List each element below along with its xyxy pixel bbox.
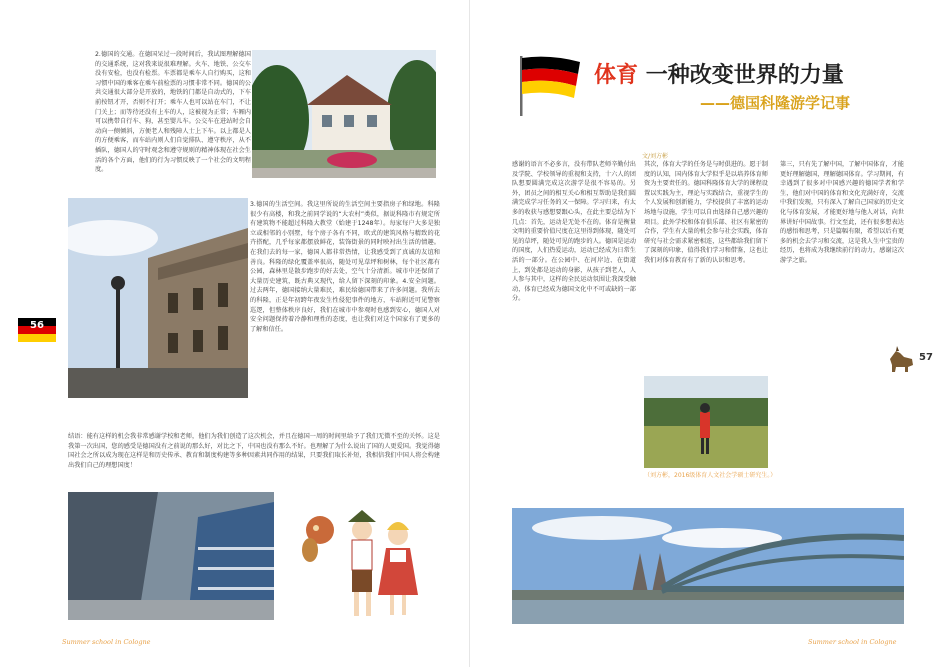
footer-left: Summer school in Cologne <box>62 638 151 646</box>
photo-caption: （刘方彬，2016级体育人文社会学硕士研究生。） <box>644 472 777 479</box>
paragraph-conclusion: 结语：能有这样的机会我非常感谢学校和老师，他们为我们创造了这次机会，并且在德国一周的时间里给予了我们无微不至的关怀。这是我第一次出国，您的感受是德国没有之前说的那么好，对比之下，中国也没有那么不好。也理解了为什么说出了国的人更爱国。我觉得德国社会之所以成为现在这样是和历史传承、教育和制度构建等多种因素共同作用的结果，只要我们取长补短，我相信我们中国人将会构建出我们自己的理想国度！ <box>68 433 440 469</box>
dog-icon <box>886 345 916 373</box>
paragraph-transport: 2.德国的交通。在德国呆过一段时间后，我试图理解德国的交通系统，这对我来说很难理解。火车、地铁、公交车没有安检，也没有检票。车票都是乘车人自行购买，这和习惯中国的乘客在乘车前检票的习惯非常不同。德国的公共交通很大部分是开放的，地铁的门都是自动式的，下车前按钮才开，否则不打开；乘车人也可以站在车门，不让门关上；而等待还没有上车的人，这被视为正常；车厢内可以携带自行车、狗，甚至婴儿车。公交车在进站时会自动向一侧倾斜，方便老人和残障人士上下车。以上都是人的方便乘客，而车站内则人们自觉排队、遵守秩序，从不插队，德国人的守时观念和遵守规则的精神体现在社会生活的各个方面，他们的行为习惯反映了一个社会的文明程度。 <box>95 51 251 174</box>
article-subtitle: ——德国科隆游学记事 <box>700 94 851 112</box>
column-3: 第三，只有先了解中国，了解中国体育，才能更好理解德国，理解德国体育。学习期间，有幸遇到了很多对中国感兴趣的德国学者和学生，他们对中国的体育和文化充满好奇，交流中我们发现，只有深入了解自己国家的历史文化与体育发展，才能更好地与他人对话，向世界讲好中国故事。行文至此，还有很多想表达的感悟和思考，只是篇幅有限，希望以后有更多的机会去学习和交流，这是我人生中宝贵的经历，也将成为我继续前行的动力，感谢这次游学之旅。 <box>780 161 904 264</box>
page-number-right: 57 <box>919 352 933 363</box>
photo-street-building <box>68 198 248 398</box>
author-credit: 文/刘方彬 <box>642 153 669 160</box>
cartoon-couple <box>290 500 430 620</box>
photo-student-field <box>644 376 768 468</box>
german-flag-icon <box>510 54 582 116</box>
right-page <box>470 0 940 667</box>
title-main: 一种改变世界的力量 <box>645 63 844 88</box>
page-number-left: 56 <box>30 320 44 331</box>
photo-eu-building <box>68 492 274 620</box>
footer-right: Summer school in Cologne <box>808 638 897 646</box>
column-2: 其次，体育大学的任务是与时俱进的。愿于制度的认知，国内体育大学似乎是以培养体育师资为主要责任的。德国科隆体育大学的课程设置以实践为主，理论与实践结合，重视学生的个人发展和创新能力，学校提供了丰富的运动场地与设施，学生可以自由选择自己感兴趣的项目。此外学校和体育俱乐部、社区有紧密的合作，学生有大量的机会参与社会实践，体育研究与社会需求紧密相连，这些都给我们留下了深刻的印象，值得我们学习和借鉴，这也让我们对体育教育有了新的认识和思考。 <box>644 161 768 264</box>
article-title <box>594 58 844 89</box>
column-1: 感谢的语言不必多言，没有带队老师辛勤付出及学院、学校领导的重视和支持，十六人的团队想要圆满完成这次游学是很不容易的。另外，团员之间的相互关心和相互帮助是我们圆满完成学习任务的又一保障。学习归来，有太多的收获与感想要跟心头，在此主要总结为下几点：首先，运动是无处不在的。体育是衡量文明的重要价值尺度在这里得到体现，随处可见的草坪，随处可见的跑步的人。德国是运动的国度，人们热爱运动，运动已经成为日常生活的一部分。在公园中、在河岸边、在街道上，到处都是运动的身影，从孩子到老人，人人参与其中，这样的全民运动氛围让我深受触动，体育已经成为德国文化中不可或缺的一部分。 <box>512 161 636 303</box>
photo-cologne-bridge <box>512 508 904 624</box>
title-highlight: 体育 <box>594 63 639 88</box>
photo-house <box>252 50 436 178</box>
paragraph-environment: 3.德国的生活空间。我这里所说的生活空间主要指房子和绿地。科隆很少有高楼，和我之前同学说的“大农村”类似，据说科隆市有规定所有建筑物不能超过科隆大教堂（始建于1248年）。每家每户大多是独立或相邻的小别墅，每个房子各有不同，欧式的建筑风格与精致的花卉搭配，几乎每家都摆放鲜花，装饰街景的同时映衬出生活的情趣。在我们去的每一家，德国人都非常热情，让我感受到了真诚的友谊和善良。科隆的绿化覆盖率很高，随处可见草坪和树林，每个社区都有公园，森林里是散步跑步的好去处，空气十分清新。城市中还保留了大量历史建筑，既古典又现代，给人留下深刻的印象。4.安全问题。过去两年，德国接纳大量难民，难民给德国带来了许多问题。我所去的科隆，正是年初跨年夜发生性侵犯事件的地方，车站附近可见警察巡逻，但整体秩序良好，我们在城市中参观时也感到安心，德国人对安全问题保持着冷静和理性的态度，也让我们对这个国家有了更多的了解和信任。 <box>250 201 440 333</box>
